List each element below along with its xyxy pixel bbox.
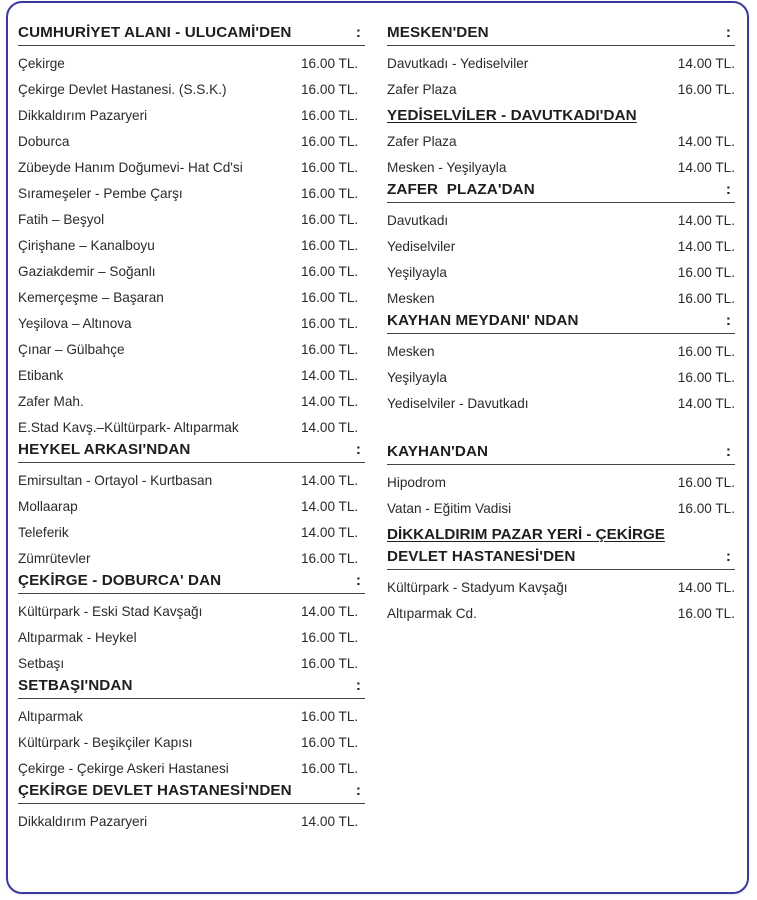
section-kayhan-meydani [387, 312, 735, 417]
section-title: ÇEKİRGE - DOBURCA' DAN [18, 572, 222, 589]
route-name: Altıparmak [18, 709, 83, 724]
route-row [18, 259, 365, 285]
route-price: 14.00 TL. [677, 160, 735, 175]
route-name: Yeşilova – Altınova [18, 316, 132, 331]
route-price: 16.00 TL. [677, 265, 735, 280]
route-row [387, 339, 735, 365]
route-name: Kemerçeşme – Başaran [18, 290, 164, 305]
route-price: 16.00 TL. [301, 630, 359, 645]
route-price: 16.00 TL. [301, 709, 359, 724]
section-cekirge-devlet-hastanesi [18, 782, 365, 835]
route-row [18, 704, 365, 730]
section-header [18, 677, 365, 699]
section-title: KAYHAN'DAN [387, 443, 489, 460]
section-colon: : [355, 677, 361, 694]
route-name: Mesken - Yeşilyayla [387, 160, 507, 175]
route-price: 14.00 TL. [677, 213, 735, 228]
route-row [18, 181, 365, 207]
route-row [18, 625, 365, 651]
route-name: Etibank [18, 368, 64, 383]
route-price: 14.00 TL. [677, 134, 735, 149]
route-price: 14.00 TL. [677, 580, 735, 595]
section-header [387, 181, 735, 203]
route-row [18, 599, 365, 625]
route-name: Çekirge [18, 56, 65, 71]
route-row [387, 260, 735, 286]
section-header [18, 782, 365, 804]
route-name: Dikkaldırım Pazaryeri [18, 814, 148, 829]
route-name: Çınar – Gülbahçe [18, 342, 125, 357]
route-name: Mollaarap [18, 499, 78, 514]
route-name: Yeşilyayla [387, 265, 447, 280]
route-name: Altıparmak Cd. [387, 606, 477, 621]
route-name: Zümrütevler [18, 551, 91, 566]
route-price: 16.00 TL. [301, 212, 359, 227]
route-price: 16.00 TL. [301, 82, 359, 97]
route-price: 16.00 TL. [301, 342, 359, 357]
route-name: Kültürpark - Eski Stad Kavşağı [18, 604, 203, 619]
section-colon: : [355, 782, 361, 799]
route-price: 16.00 TL. [677, 344, 735, 359]
route-price: 14.00 TL. [301, 368, 359, 383]
section-title: HEYKEL ARKASI'NDAN [18, 441, 191, 458]
route-row [387, 391, 735, 417]
route-row [18, 155, 365, 181]
route-row [387, 77, 735, 103]
section-mesken [387, 24, 735, 103]
section-colon: : [725, 548, 731, 565]
route-name: Yediselviler - Davutkadı [387, 396, 529, 411]
section-header [387, 103, 735, 129]
route-price: 16.00 TL. [301, 656, 359, 671]
route-price: 16.00 TL. [677, 501, 735, 516]
section-header [387, 548, 735, 570]
section-colon: : [725, 181, 731, 198]
route-row [387, 129, 735, 155]
section-header [387, 443, 735, 465]
route-name: Zafer Plaza [387, 134, 457, 149]
route-name: Yediselviler [387, 239, 456, 254]
route-row [387, 575, 735, 601]
section-title: DEVLET HASTANESİ'DEN [387, 548, 576, 565]
route-row [18, 51, 365, 77]
section-header [387, 24, 735, 46]
route-price: 14.00 TL. [677, 56, 735, 71]
route-name: Zafer Mah. [18, 394, 84, 409]
section-title: CUMHURİYET ALANI - ULUCAMİ'DEN [18, 24, 292, 41]
route-row [387, 365, 735, 391]
section-title: KAYHAN MEYDANI' NDAN [387, 312, 579, 329]
section-dikkaldirim-cekirge-devlet [387, 522, 735, 627]
route-name: Yeşilyayla [387, 370, 447, 385]
route-row [18, 129, 365, 155]
route-name: Doburca [18, 134, 70, 149]
route-row [18, 311, 365, 337]
route-name: Davutkadı [387, 213, 449, 228]
route-row [18, 730, 365, 756]
route-name: Emirsultan - Ortayol - Kurtbasan [18, 473, 213, 488]
route-price: 14.00 TL. [301, 525, 359, 540]
section-setbasi [18, 677, 365, 782]
section-header [18, 572, 365, 594]
route-price: 16.00 TL. [301, 56, 359, 71]
route-price: 16.00 TL. [301, 238, 359, 253]
left-column [18, 24, 365, 835]
section-colon: : [355, 441, 361, 458]
route-name: Hipodrom [387, 475, 446, 490]
section-colon: : [355, 24, 361, 41]
route-row [18, 363, 365, 389]
section-zafer-plaza [387, 181, 735, 312]
route-price: 16.00 TL. [301, 160, 359, 175]
route-row [387, 470, 735, 496]
route-name: Kültürpark - Beşikçiler Kapısı [18, 735, 193, 750]
route-price: 16.00 TL. [677, 370, 735, 385]
route-price: 14.00 TL. [301, 473, 359, 488]
route-row [387, 234, 735, 260]
section-cumhuriyet-alani [18, 24, 365, 441]
route-name: Teleferik [18, 525, 69, 540]
route-price: 16.00 TL. [301, 316, 359, 331]
route-price: 14.00 TL. [301, 814, 359, 829]
route-name: E.Stad Kavş.–Kültürpark- Altıparmak [18, 420, 239, 435]
route-price: 16.00 TL. [301, 186, 359, 201]
section-colon: : [355, 572, 361, 589]
route-name: Fatih – Beşyol [18, 212, 105, 227]
route-name: Mesken [387, 291, 435, 306]
route-name: Mesken [387, 344, 435, 359]
route-row [387, 208, 735, 234]
section-colon: : [725, 443, 731, 460]
route-price: 14.00 TL. [677, 396, 735, 411]
route-name: Zübeyde Hanım Doğumevi- Hat Cd'si [18, 160, 243, 175]
section-heykel-arkasi [18, 441, 365, 572]
route-price: 16.00 TL. [301, 264, 359, 279]
route-price: 14.00 TL. [301, 420, 359, 435]
section-kayhan [387, 443, 735, 522]
route-row [18, 77, 365, 103]
section-header [18, 24, 365, 46]
route-row [18, 285, 365, 311]
section-title: ÇEKİRGE DEVLET HASTANESİ'NDEN [18, 782, 292, 799]
route-name: Gaziakdemir – Soğanlı [18, 264, 156, 279]
route-price: 16.00 TL. [677, 475, 735, 490]
route-price: 16.00 TL. [301, 735, 359, 750]
route-name: Çirişhane – Kanalboyu [18, 238, 155, 253]
section-title: SETBAŞI'NDAN [18, 677, 133, 694]
section-colon: : [725, 24, 731, 41]
route-row [18, 233, 365, 259]
route-row [18, 389, 365, 415]
route-name: Davutkadı - Yediselviler [387, 56, 529, 71]
route-price: 14.00 TL. [301, 604, 359, 619]
route-name: Setbaşı [18, 656, 65, 671]
route-row [18, 520, 365, 546]
route-price: 16.00 TL. [677, 606, 735, 621]
section-title: YEDİSELVİLER - DAVUTKADI'DAN [387, 107, 637, 124]
route-price: 16.00 TL. [301, 108, 359, 123]
route-row [18, 103, 365, 129]
section-title: ZAFER PLAZA'DAN [387, 181, 535, 198]
section-header [387, 312, 735, 334]
route-row [18, 809, 365, 835]
route-price: 14.00 TL. [677, 239, 735, 254]
section-colon: : [725, 312, 731, 329]
route-name: Dikkaldırım Pazaryeri [18, 108, 148, 123]
right-column [387, 24, 735, 627]
section-title-line1: DİKKALDIRIM PAZAR YERİ - ÇEKİRGE [387, 526, 665, 543]
section-title: MESKEN'DEN [387, 24, 489, 41]
route-row [18, 207, 365, 233]
route-name: Zafer Plaza [387, 82, 457, 97]
route-price: 16.00 TL. [301, 290, 359, 305]
route-price: 16.00 TL. [677, 82, 735, 97]
route-name: Sırameşeler - Pembe Çarşı [18, 186, 183, 201]
route-price: 14.00 TL. [301, 499, 359, 514]
route-price: 16.00 TL. [301, 761, 359, 776]
route-row [387, 496, 735, 522]
route-row [387, 601, 735, 627]
route-name: Altıparmak - Heykel [18, 630, 137, 645]
route-price: 16.00 TL. [301, 134, 359, 149]
section-yediselviler-davutkadi [387, 103, 735, 181]
route-price: 14.00 TL. [301, 394, 359, 409]
section-header [18, 441, 365, 463]
route-row [387, 51, 735, 77]
route-name: Çekirge - Çekirge Askeri Hastanesi [18, 761, 229, 776]
route-name: Vatan - Eğitim Vadisi [387, 501, 512, 516]
route-price: 16.00 TL. [677, 291, 735, 306]
route-row [18, 468, 365, 494]
route-name: Çekirge Devlet Hastanesi. (S.S.K.) [18, 82, 227, 97]
route-row [18, 337, 365, 363]
route-row [18, 494, 365, 520]
route-price: 16.00 TL. [301, 551, 359, 566]
route-name: Kültürpark - Stadyum Kavşağı [387, 580, 568, 595]
section-cekirge-doburca [18, 572, 365, 677]
